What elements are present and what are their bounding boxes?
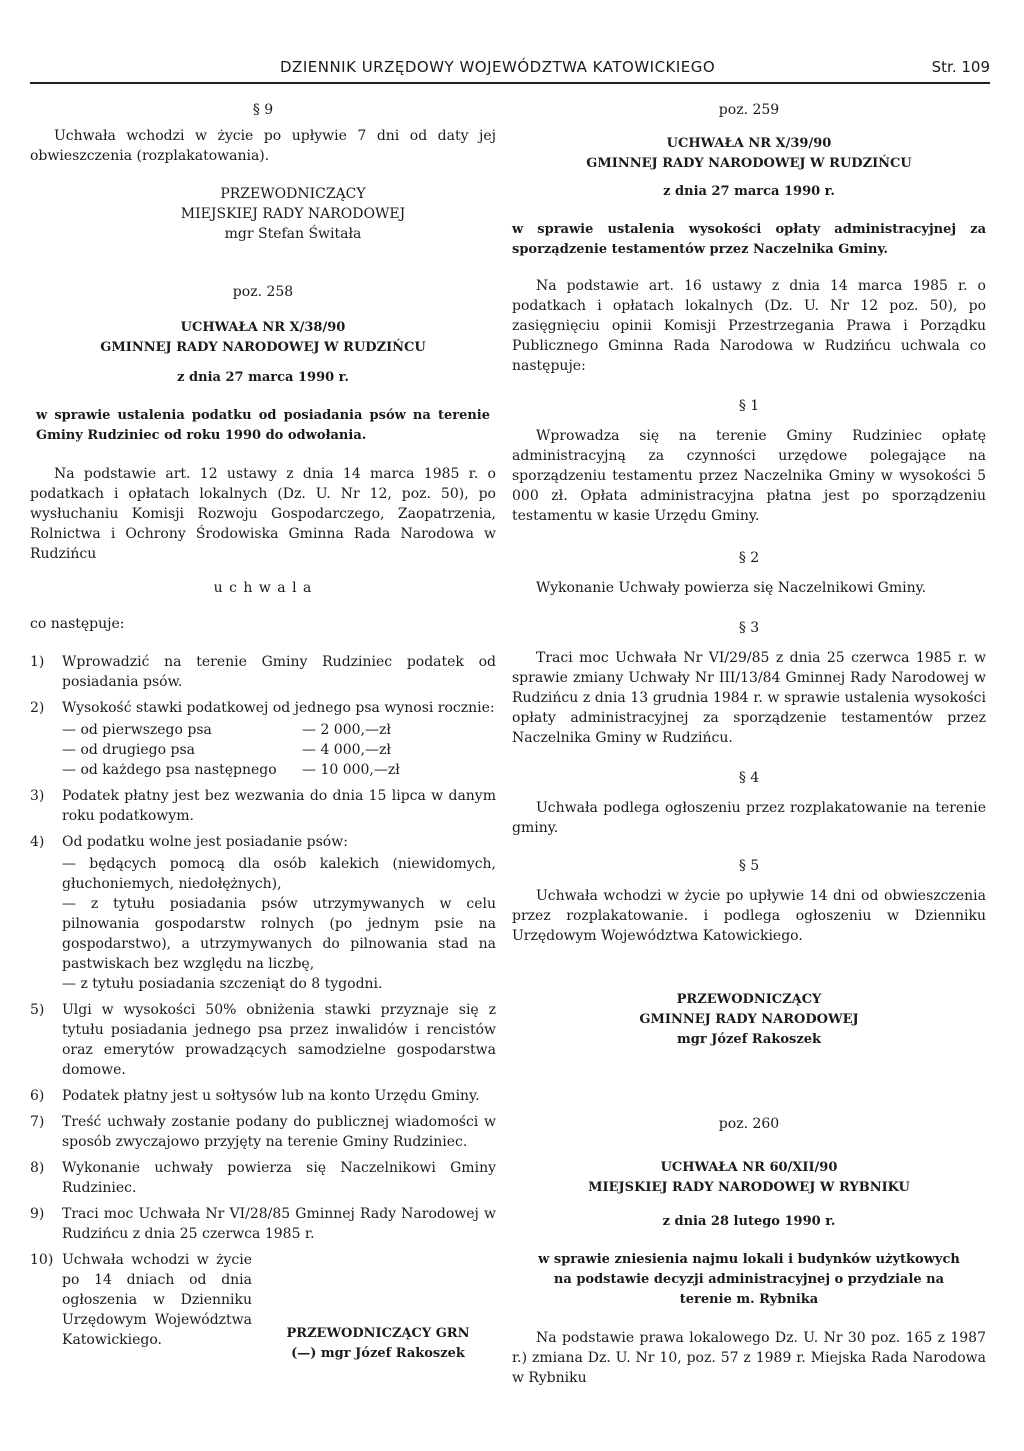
resolution-259-preamble: Na podstawie art. 16 ustawy z dnia 14 marca 1985 r. o podatkach i opłatach lokalnych (Dz. U. Nr 12 poz. 50), po zasięgnięciu opinii Komisji Przestrzegania Prawa i Porządku Publicznego Gminna Rada Narodowa w Rudzińcu uchwala co następuje: xyxy=(512,278,986,374)
rate-table xyxy=(62,720,496,780)
resolution-260-preamble: Na podstawie prawa lokalowego Dz. U. Nr 30 poz. 165 z 1987 r.) zmiana Dz. U. Nr 10, poz. 57 z 1989 r. Miejska Rada Narodowa w Rybniku xyxy=(512,1330,986,1386)
left-column xyxy=(30,100,496,1361)
section-4-heading: § 4 xyxy=(738,770,760,786)
resolution-260-subject: w sprawie zniesienia najmu lokali i budynków użytkowych na podstawie decyzji administracyjnej o przydziale na terenie m. Rybnika xyxy=(538,1252,960,1307)
section-3-text: Traci moc Uchwała Nr VI/29/85 z dnia 25 czerwca 1985 r. w sprawie zmiany Uchwały Nr III/13/84 Gminnej Rady Narodowej w Rudzińcu z dnia 13 grudnia 1984 r. w sprawie ustalenia wysokości opłaty administracyjnej za sporządzenie testamentów przez Naczelnika Gminy w Rudzińcu. xyxy=(512,650,986,746)
right-column xyxy=(512,100,986,1388)
section-9-heading: § 9 xyxy=(252,102,274,118)
section-1-text: Wprowadza się na terenie Gminy Rudziniec opłatę administracyjną za czynności urzędowe polegające na sporządzeniu testamentu przez Naczelnika Gminy w wysokości 5 000 zł. Opłata administracyjna płatna jest po sporządzeniu testamentu w kasie Urzędu Gminy. xyxy=(512,428,986,524)
list-item: 7) Treść uchwały zostanie podany do publicznej wiadomości w sposób zwyczajowo przyjęty na terenie Gminy Rudziniec. xyxy=(30,1114,496,1150)
resolution-258-as-follows: co następuje: xyxy=(30,616,125,632)
section-5-text: Uchwała wchodzi w życie po upływie 14 dni od obwieszczenia przez rozplakatowanie. i podlega ogłoszeniu w Dzienniku Urzędowym Województwa Katowickiego. xyxy=(512,888,986,944)
resolution-260-title: UCHWAŁA NR 60/XII/90 xyxy=(660,1160,838,1175)
journal-title: DZIENNIK URZĘDOWY WOJEWÓDZTWA KATOWICKIEGO xyxy=(280,58,716,76)
list-item: 3) Podatek płatny jest bez wezwania do dnia 15 lipca w danym roku podatkowym. xyxy=(30,788,496,824)
section-1-heading: § 1 xyxy=(738,398,760,414)
resolution-259-council: GMINNEJ RADY NARODOWEJ W RUDZIŃCU xyxy=(586,156,912,171)
resolution-259-title: UCHWAŁA NR X/39/90 xyxy=(666,136,832,151)
resolution-258-title: UCHWAŁA NR X/38/90 xyxy=(180,320,346,335)
signature-3-title: PRZEWODNICZĄCY xyxy=(676,992,822,1007)
resolution-259-subject: w sprawie ustalenia wysokości opłaty administracyjnej za sporządzenie testamentów przez Naczelnika Gminy. xyxy=(512,222,986,257)
signature-2-title: PRZEWODNICZĄCY GRN xyxy=(286,1326,470,1341)
page-number: Str. 109 xyxy=(931,58,990,76)
list-item: 2) Wysokość stawki podatkowej od jednego psa wynosi rocznie: — od pierwszego psa — 2 000,—zł — od drugiego psa — 4 000,—zł — od każdego psa następnego — 10 000,—zł xyxy=(30,700,495,778)
position-258: poz. 258 xyxy=(232,284,294,300)
list-item: 9) Traci moc Uchwała Nr VI/28/85 Gminnej Rady Narodowej w Rudzińcu z dnia 25 czerwca 1985 r. xyxy=(30,1206,496,1242)
signature-2-name: (—) mgr Józef Rakoszek xyxy=(291,1346,465,1361)
rate-row: — od każdego psa następnego — 10 000,—zł xyxy=(62,762,400,778)
resolution-260-council: MIEJSKIEJ RADY NARODOWEJ W RYBNIKU xyxy=(588,1180,910,1195)
exemption-item: — z tytułu posiadania psów utrzymywanych w celu pilnowania gospodarstw rolnych (po jednym psie na gospodarstwo), a utrzymywanych do pilnowania stad na pastwiskach bez względu na liczbę, xyxy=(62,896,496,972)
resolution-258-subject: w sprawie ustalenia podatku od posiadania psów na terenie Gminy Rudziniec od roku 1990 do odwołania. xyxy=(36,408,490,443)
list-item: 5) Ulgi w wysokości 50% obniżenia stawki przyznaje się z tytułu posiadania jednego psa przez inwalidów i rencistów oraz emerytów prowadzących samodzielne gospodarstwa domowe. xyxy=(30,1002,496,1078)
list-item: 4) Od podatku wolne jest posiadanie psów: — będących pomocą dla osób kalekich (niewidomych, głuchoniemych, niedołężnych), — z tytułu posiadania psów utrzymywanych w celu pilnowania gospodarstw rolnych (po jednym psie na gospodarstwo), a utrzymywanych do pilnowania stad na pastwiskach bez względu na liczbę, — z tytułu posiadania szczeniąt do 8 tygodni. xyxy=(30,834,496,992)
resolution-258-date: z dnia 27 marca 1990 r. xyxy=(177,370,349,385)
position-260: poz. 260 xyxy=(718,1116,780,1132)
page-header xyxy=(30,58,990,86)
list-item: 10) Uchwała wchodzi w życie po 14 dniach od dnia ogłoszenia w Dzienniku Urzędowym Województwa Katowickiego. xyxy=(30,1252,252,1348)
signature-block-3 xyxy=(512,990,986,1050)
list-item: 6) Podatek płatny jest u sołtysów lub na konto Urzędu Gminy. xyxy=(30,1088,480,1104)
section-3-heading: § 3 xyxy=(738,620,760,636)
resolution-258-council: GMINNEJ RADY NARODOWEJ W RUDZIŃCU xyxy=(100,340,426,355)
section-2-text: Wykonanie Uchwały powierza się Naczelnikowi Gminy. xyxy=(536,580,927,596)
section-2-heading: § 2 xyxy=(738,550,760,566)
rate-row: — od pierwszego psa — 2 000,—zł xyxy=(62,722,391,738)
resolution-258-resolves: u c h w a l a xyxy=(213,580,313,596)
rate-row: — od drugiego psa — 4 000,—zł xyxy=(62,742,391,758)
resolution-260-date: z dnia 28 lutego 1990 r. xyxy=(662,1214,836,1229)
resolution-258-preamble: Na podstawie art. 12 ustawy z dnia 14 marca 1985 r. o podatkach i opłatach lokalnych (Dz. U. Nr 12, poz. 50), po wysłuchaniu Komisji Rozwoju Gospodarczego, Zaopatrzenia, Rolnictwa i Ochrony Środowiska Gminna Rada Narodowa w Rudzińcu xyxy=(30,466,496,562)
signature-block-2 xyxy=(260,1324,496,1364)
signature-1-council: MIEJSKIEJ RADY NARODOWEJ xyxy=(180,206,406,222)
section-9-text: Uchwała wchodzi w życie po upływie 7 dni od daty jej obwieszczenia (rozplakatowania). xyxy=(30,128,496,164)
section-5-heading: § 5 xyxy=(738,858,760,874)
signature-1-title: PRZEWODNICZĄCY xyxy=(220,186,366,202)
resolution-258-items xyxy=(30,652,496,1350)
section-4-text: Uchwała podlega ogłoszeniu przez rozplakatowanie na terenie gminy. xyxy=(512,800,986,836)
exemption-item: — będących pomocą dla osób kalekich (niewidomych, głuchoniemych, niedołężnych), xyxy=(62,856,496,892)
signature-block-1 xyxy=(30,184,496,244)
header-rule xyxy=(30,82,990,84)
signature-3-name: mgr Józef Rakoszek xyxy=(677,1032,821,1047)
list-item: 8) Wykonanie uchwały powierza się Naczelnikowi Gminy Rudziniec. xyxy=(30,1160,496,1196)
list-item: 1) Wprowadzić na terenie Gminy Rudziniec podatek od posiadania psów. xyxy=(30,654,496,690)
position-259: poz. 259 xyxy=(718,102,780,118)
resolution-259-date: z dnia 27 marca 1990 r. xyxy=(663,184,835,199)
exemption-list xyxy=(62,854,496,994)
exemption-item: — z tytułu posiadania szczeniąt do 8 tygodni. xyxy=(62,976,383,992)
signature-1-name: mgr Stefan Świtała xyxy=(224,226,362,242)
signature-3-council: GMINNEJ RADY NARODOWEJ xyxy=(639,1012,859,1027)
